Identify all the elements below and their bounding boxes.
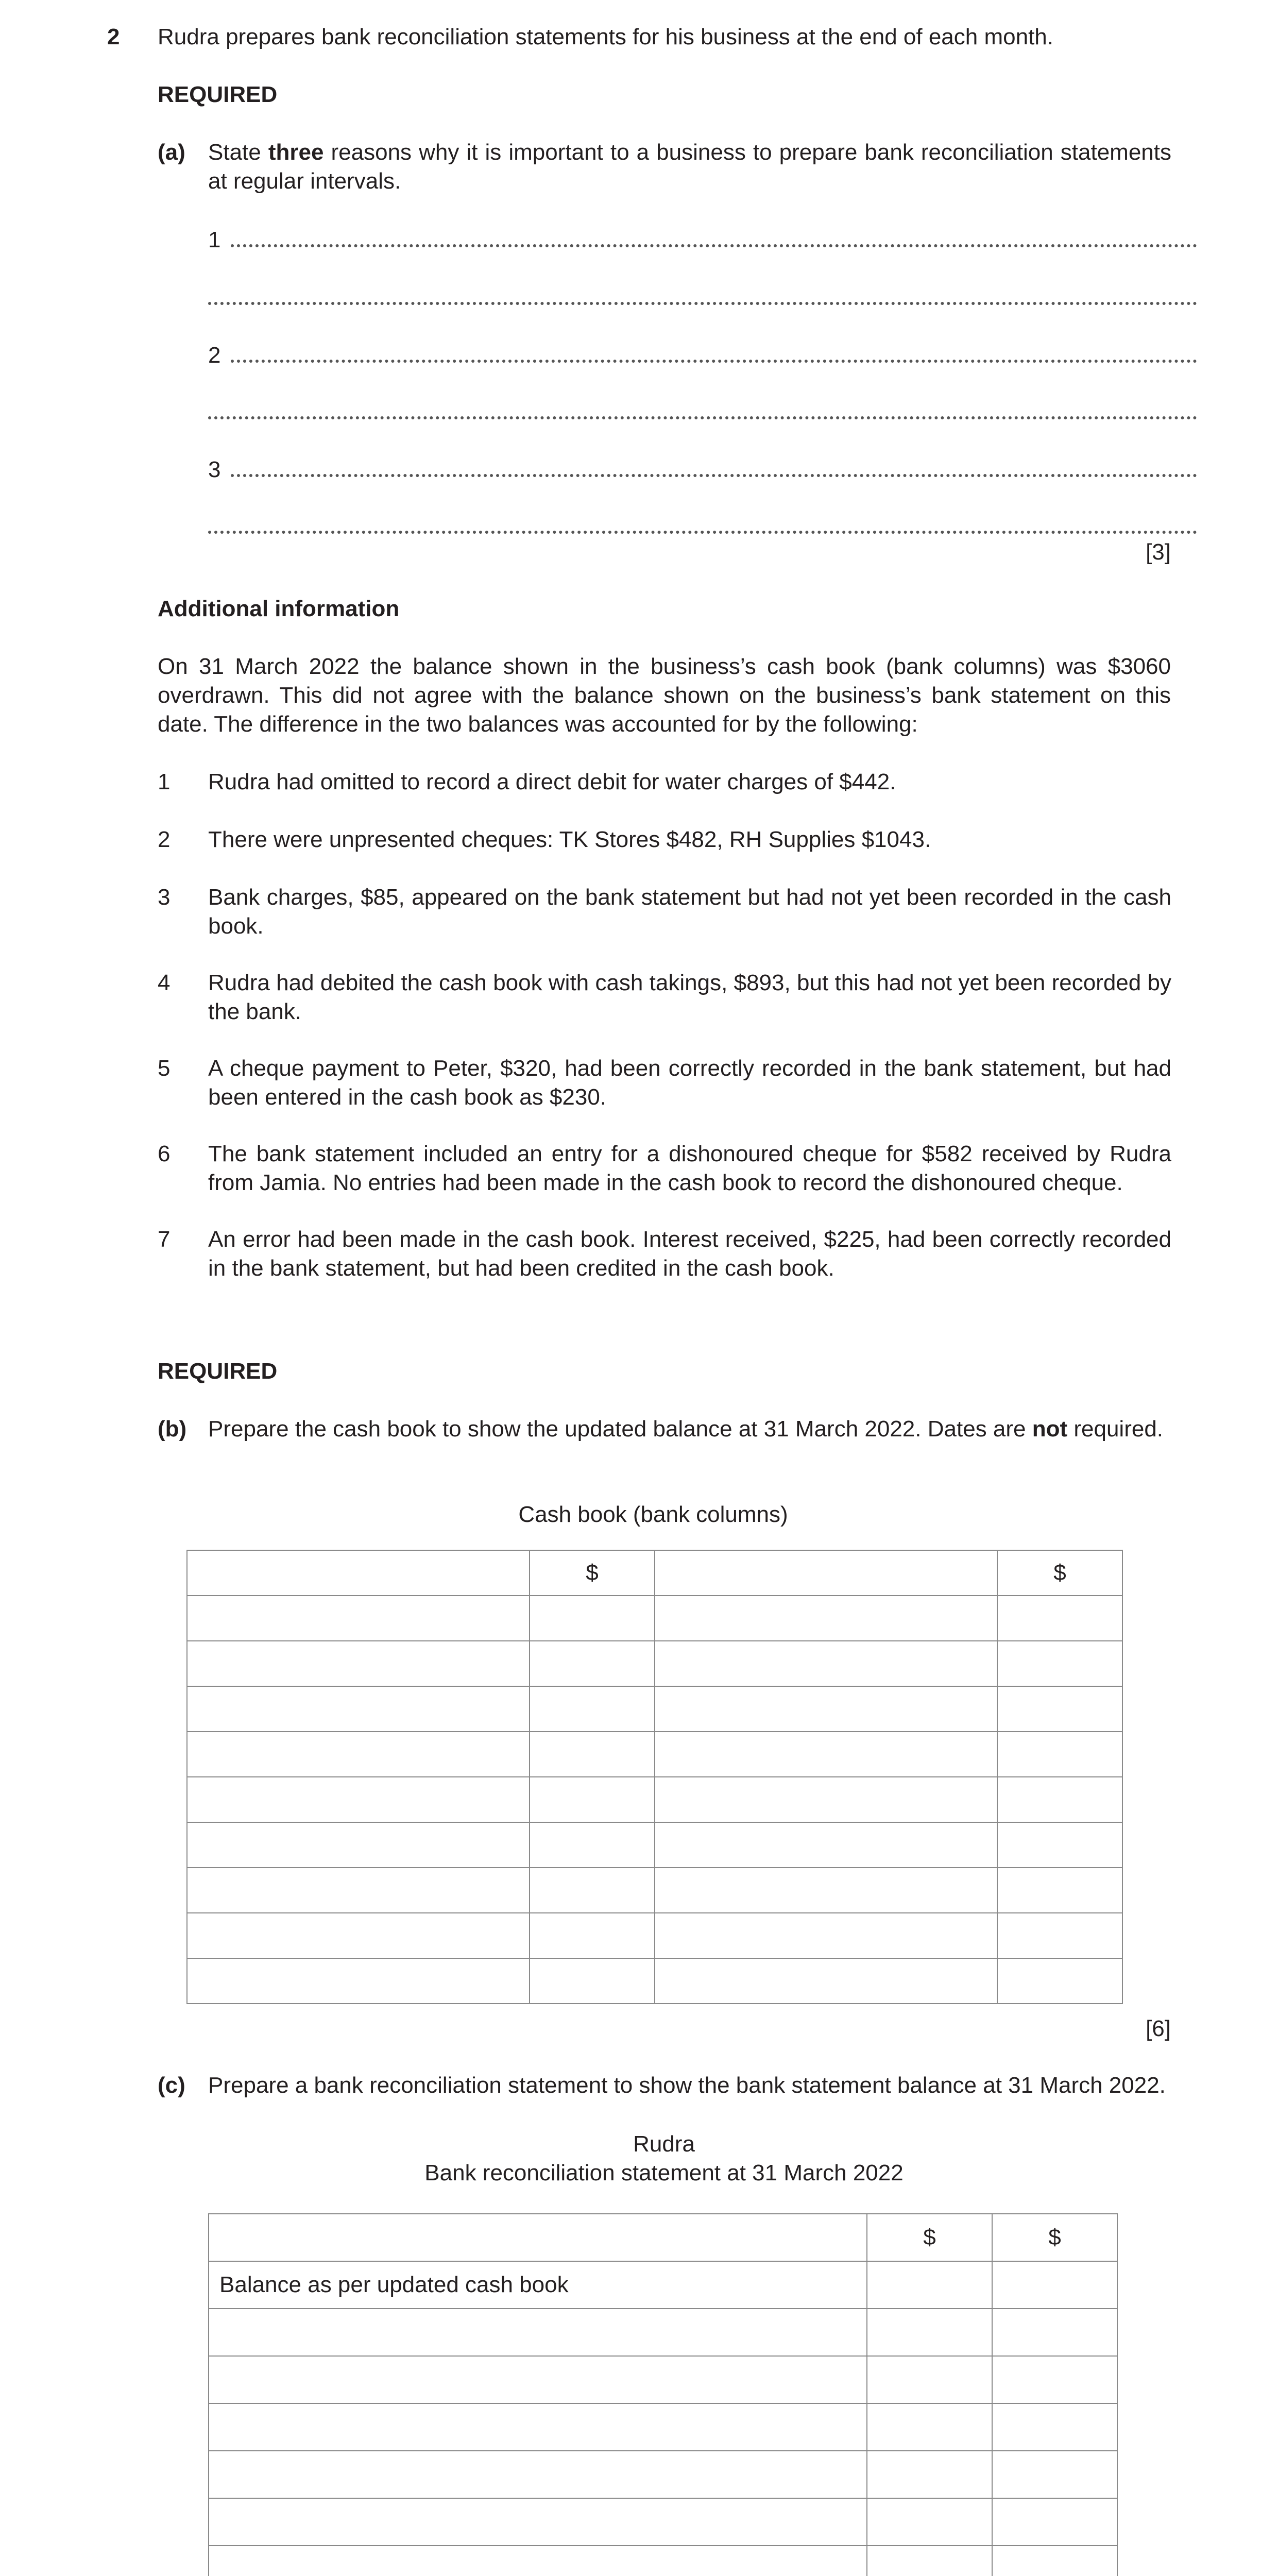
required-heading: REQUIRED xyxy=(158,82,278,107)
table-header-row xyxy=(187,1550,1122,1596)
info-item-number: 7 xyxy=(158,1227,171,1252)
info-item-number: 1 xyxy=(158,769,171,794)
table-cell[interactable] xyxy=(997,1777,1122,1822)
part-c-text: Prepare a bank reconciliation statement to show the bank statement balance at 31 March 2022. xyxy=(208,2073,1166,2098)
cash-book-table xyxy=(186,1550,1123,2004)
table-cell[interactable] xyxy=(209,2403,867,2451)
table-cell[interactable] xyxy=(997,1641,1122,1686)
table-cell[interactable] xyxy=(187,1686,530,1732)
part-c-label: (c) xyxy=(158,2073,185,2098)
table-cell[interactable] xyxy=(187,1777,530,1822)
info-item-number: 5 xyxy=(158,1056,171,1081)
table-cell[interactable] xyxy=(530,1822,655,1868)
table-header-row xyxy=(209,2214,1117,2261)
table-cell[interactable] xyxy=(997,1822,1122,1868)
table-cell[interactable] xyxy=(530,1777,655,1822)
cash-book-title: Cash book (bank columns) xyxy=(518,1502,788,1527)
info-item-text: There were unpresented cheques: TK Stores $482, RH Supplies $1043. xyxy=(208,827,931,852)
part-b-label: (b) xyxy=(158,1416,187,1442)
table-cell[interactable] xyxy=(992,2309,1117,2356)
table-cell[interactable] xyxy=(209,2309,867,2356)
table-cell[interactable] xyxy=(209,2498,867,2546)
mark-allocation: [6] xyxy=(1146,2016,1171,2041)
part-b-text: Prepare the cash book to show the updated balance at 31 March 2022. Dates are not required. xyxy=(208,1416,1164,1442)
table-cell[interactable] xyxy=(997,1596,1122,1641)
info-item-text: Bank charges, $85, appeared on the bank statement but had not yet been recorded in the cash book. xyxy=(208,885,1171,939)
header-cell: $ xyxy=(992,2214,1117,2261)
answer-line[interactable] xyxy=(208,302,1197,305)
answer-line-number-3: 3 xyxy=(208,457,221,482)
answer-line[interactable] xyxy=(208,531,1197,534)
question-intro: Rudra prepares bank reconciliation statements for his business at the end of each month. xyxy=(158,24,1053,49)
table-cell[interactable] xyxy=(992,2403,1117,2451)
table-cell[interactable] xyxy=(209,2356,867,2403)
answer-line[interactable] xyxy=(231,360,1197,363)
part-a-text: State three reasons why it is important to a business to prepare bank reconciliation statements at regular intervals. xyxy=(208,140,1171,194)
table-cell[interactable] xyxy=(867,2403,992,2451)
question-number: 2 xyxy=(107,24,120,49)
part-a-label: (a) xyxy=(158,140,185,165)
table-cell[interactable] xyxy=(655,1641,997,1686)
additional-info-heading: Additional information xyxy=(158,596,400,621)
table-cell[interactable] xyxy=(997,1868,1122,1913)
info-item-number: 4 xyxy=(158,970,171,995)
table-cell[interactable] xyxy=(867,2356,992,2403)
table-cell[interactable] xyxy=(867,2261,992,2309)
table-cell[interactable] xyxy=(187,1596,530,1641)
table-cell[interactable] xyxy=(655,1868,997,1913)
header-cell: $ xyxy=(530,1550,655,1596)
statement-title-name: Rudra xyxy=(633,2131,695,2157)
table-cell[interactable] xyxy=(530,1596,655,1641)
table-cell[interactable] xyxy=(530,1732,655,1777)
header-cell xyxy=(655,1550,997,1596)
table-row[interactable] xyxy=(187,1686,1122,1732)
table-row[interactable] xyxy=(187,1913,1122,1958)
header-cell: $ xyxy=(867,2214,992,2261)
mark-allocation: [3] xyxy=(1146,539,1171,565)
table-cell[interactable] xyxy=(997,1913,1122,1958)
table-row[interactable] xyxy=(187,1958,1122,2004)
table-cell[interactable] xyxy=(992,2261,1117,2309)
table-cell[interactable] xyxy=(530,1641,655,1686)
table-row[interactable] xyxy=(187,1777,1122,1822)
answer-line[interactable] xyxy=(208,416,1197,419)
table-cell[interactable] xyxy=(867,2309,992,2356)
table-cell[interactable] xyxy=(867,2498,992,2546)
table-cell[interactable] xyxy=(187,1822,530,1868)
table-cell[interactable] xyxy=(992,2498,1117,2546)
table-cell: Balance as per updated cash book xyxy=(209,2261,867,2309)
table-row[interactable] xyxy=(209,2498,1117,2546)
table-row[interactable] xyxy=(187,1641,1122,1686)
table-cell[interactable] xyxy=(655,1686,997,1732)
table-row[interactable] xyxy=(209,2261,1117,2309)
table-cell[interactable] xyxy=(992,2356,1117,2403)
table-cell[interactable] xyxy=(209,2546,867,2576)
table-cell[interactable] xyxy=(187,1958,530,2004)
table-cell[interactable] xyxy=(997,1686,1122,1732)
table-cell[interactable] xyxy=(530,1686,655,1732)
answer-line[interactable] xyxy=(231,474,1197,477)
table-row[interactable] xyxy=(209,2309,1117,2356)
table-cell[interactable] xyxy=(655,1596,997,1641)
table-cell[interactable] xyxy=(187,1868,530,1913)
info-item-text: An error had been made in the cash book. Interest received, $225, had been correctly recorded in the bank statement, but had been credited in the cash book. xyxy=(208,1227,1171,1281)
table-cell[interactable] xyxy=(530,1868,655,1913)
table-cell[interactable] xyxy=(530,1913,655,1958)
header-cell: $ xyxy=(997,1550,1122,1596)
statement-title: Bank reconciliation statement at 31 March 2022 xyxy=(424,2160,904,2185)
table-cell[interactable] xyxy=(187,1732,530,1777)
table-row[interactable] xyxy=(187,1596,1122,1641)
info-item-text: Rudra had debited the cash book with cash takings, $893, but this had not yet been recorded by the bank. xyxy=(208,970,1171,1024)
table-row[interactable] xyxy=(209,2546,1117,2576)
info-item-text: Rudra had omitted to record a direct debit for water charges of $442. xyxy=(208,769,896,794)
info-item-text: The bank statement included an entry for a dishonoured cheque for $582 received by Rudra from Jamia. No entries had been made in the cash book to record the dishonoured cheque. xyxy=(208,1141,1171,1195)
table-row[interactable] xyxy=(187,1822,1122,1868)
table-cell[interactable] xyxy=(867,2451,992,2498)
table-cell[interactable] xyxy=(655,1913,997,1958)
table-row[interactable] xyxy=(209,2451,1117,2498)
answer-line-number-1: 1 xyxy=(208,227,221,252)
info-item-number: 6 xyxy=(158,1141,171,1166)
table-cell[interactable] xyxy=(997,1958,1122,2004)
table-row[interactable] xyxy=(209,2403,1117,2451)
table-row[interactable] xyxy=(187,1732,1122,1777)
table-cell[interactable] xyxy=(997,1732,1122,1777)
table-cell[interactable] xyxy=(992,2451,1117,2498)
info-item-number: 3 xyxy=(158,885,171,910)
info-item-text: A cheque payment to Peter, $320, had been correctly recorded in the bank statement, but had been entered in the cash book as $230. xyxy=(208,1056,1171,1110)
answer-line-number-2: 2 xyxy=(208,343,221,368)
table-cell[interactable] xyxy=(655,1958,997,2004)
answer-line[interactable] xyxy=(231,244,1197,247)
table-row[interactable] xyxy=(209,2356,1117,2403)
bank-reconciliation-table xyxy=(208,2213,1118,2576)
additional-info-paragraph: On 31 March 2022 the balance shown in the business’s cash book (bank columns) was $3060 overdrawn. This did not agree with the balance shown on the business’s bank statement on this date. The difference in the two balances was accounted for by the following: xyxy=(158,654,1171,737)
table-cell[interactable] xyxy=(655,1732,997,1777)
info-item-number: 2 xyxy=(158,827,171,852)
table-cell[interactable] xyxy=(655,1777,997,1822)
header-cell xyxy=(209,2214,867,2261)
table-cell[interactable] xyxy=(187,1913,530,1958)
table-cell[interactable] xyxy=(209,2451,867,2498)
required-heading: REQUIRED xyxy=(158,1359,278,1384)
table-row[interactable] xyxy=(187,1868,1122,1913)
table-cell[interactable] xyxy=(187,1641,530,1686)
table-cell[interactable] xyxy=(530,1958,655,2004)
table-cell[interactable] xyxy=(655,1822,997,1868)
header-cell xyxy=(187,1550,530,1596)
table-cell[interactable] xyxy=(992,2546,1117,2576)
table-cell[interactable] xyxy=(867,2546,992,2576)
